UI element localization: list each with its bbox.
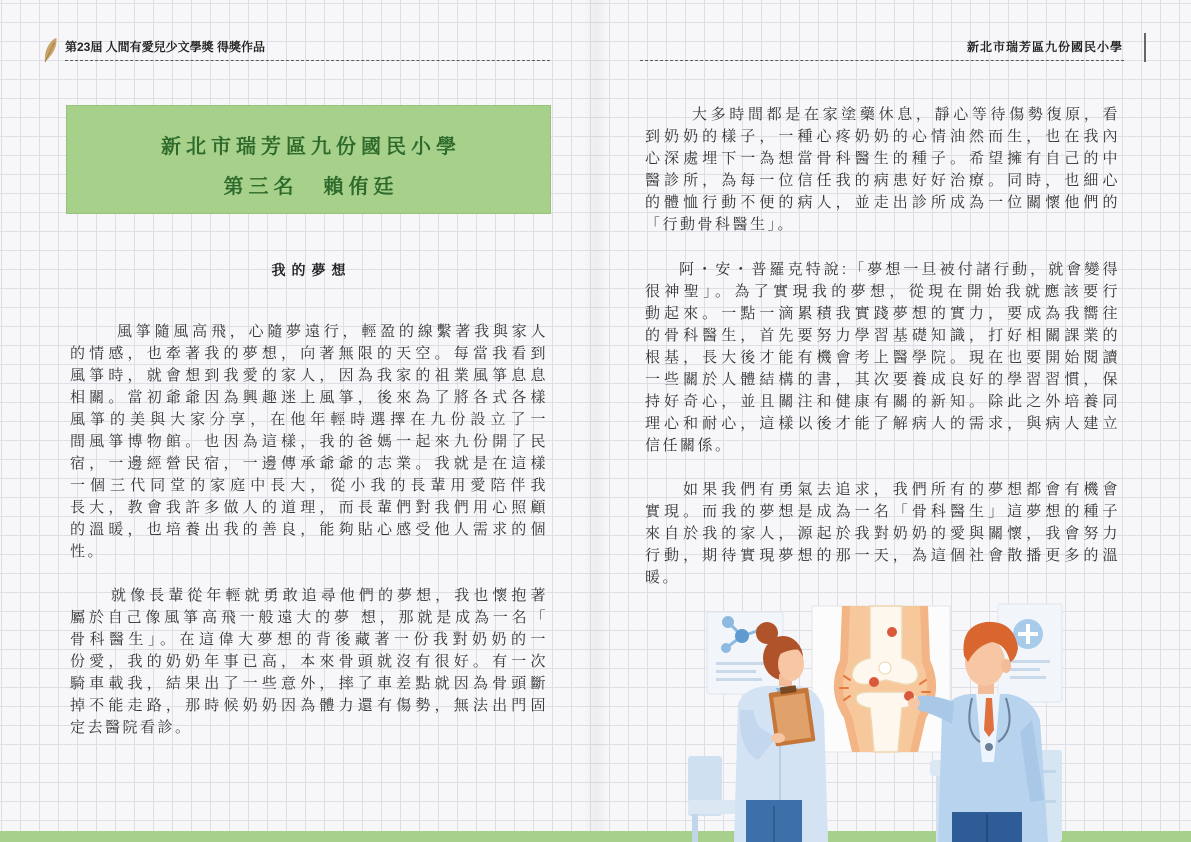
text-line: 的骨科醫生，首先要努力學習基礎知識，打好相關課業的	[645, 327, 1120, 344]
text-line: 風箏的美與大家分享，在他年輕時選擇在九份設立了一	[70, 411, 548, 428]
text-line: 長大，教會我許多做人的道理，而長輩們對我們用心照顧	[70, 499, 548, 516]
text-line: 宿，一邊經營民宿，一邊傳承爺爺的志業。我就是在這樣	[70, 455, 548, 472]
text-line: 定去醫院看診。	[70, 719, 193, 736]
school-name: 新北市瑞芳區九份國民小學	[161, 136, 461, 158]
text-line: 持好奇心，並且關注和健康有關的新知。除此之外培養同	[645, 393, 1120, 410]
left-page	[0, 0, 595, 842]
text-line: 很神聖」。為了實現我的夢想，從現在開始我就應該要行	[645, 283, 1120, 300]
text-line: 理心和耐心，這樣以後才能了解病人的需求，與病人建立	[645, 415, 1120, 432]
text-line: 的溫暖，也培養出我的善良，能夠貼心感受他人需求的個	[70, 521, 548, 538]
text-line: 大多時間都是在家塗藥休息，靜心等待傷勢復原，看	[692, 106, 1120, 123]
text-line: 來自於我的家人，源起於我對奶奶的愛與關懷，我會努力	[645, 525, 1120, 542]
text-line: 骨科醫生」。在這偉大夢想的背後藏著一份我對奶奶的一	[70, 631, 548, 648]
award-author: 第三名 賴侑廷	[223, 176, 399, 198]
paragraph	[70, 585, 548, 739]
text-line: 風箏時，就會想到我愛的家人，因為我家的祖業風箏息息	[70, 367, 548, 384]
pain-point	[869, 677, 879, 687]
text-line: 份愛，我的奶奶年事已高，本來骨頭就沒有很好。有一次	[70, 653, 548, 670]
text-line: 一些關於人體結構的書，其次要養成良好的學習習慣，保	[645, 371, 1120, 388]
text-line: 「行動骨科醫生」。	[645, 216, 796, 233]
text-line: 根基，長大後才能有機會考上醫學院。現在也要開始閱讀	[645, 349, 1120, 366]
text-line: 暖。	[645, 569, 681, 586]
text-line: 的體恤行動不便的病人，並走出診所成為一位關懷他們的	[645, 194, 1120, 211]
text-line: 心深處埋下一為想當骨科醫生的種子。希望擁有自己的中	[645, 150, 1120, 167]
paragraph	[645, 104, 1120, 236]
knee-xray-panel	[812, 606, 950, 752]
text-line: 的情感，也牽著我的夢想，向著無限的天空。每當我看到	[70, 345, 548, 362]
feather-icon	[42, 37, 58, 63]
text-line: 屬於自己像風箏高飛一般遠大的夢 想，那就是成為一名「	[70, 609, 548, 626]
text-line: 信任關係。	[645, 437, 733, 454]
award-banner	[66, 105, 551, 214]
text-line: 性。	[70, 543, 106, 560]
page-edge-marker	[1144, 33, 1146, 62]
right-page	[596, 0, 1191, 842]
text-line: 間風箏博物館。也因為這樣，我的爸媽一起來九份開了民	[70, 433, 548, 450]
running-header: 新北市瑞芳區九份國民小學	[966, 40, 1123, 54]
running-header: 第23屆 人間有愛兒少文學獎 得獎作品	[65, 40, 266, 54]
text-line: 醫診所，為每一位信任我的病患好好治療。同時，也細心	[645, 172, 1120, 189]
text-line: 實現。而我的夢想是成為一名「骨科醫生」這夢想的種子	[645, 503, 1120, 520]
text-line: 如果我們有勇氣去追求，我們所有的夢想都會有機會	[683, 481, 1120, 498]
essay-title: 我的夢想	[271, 262, 352, 278]
paragraph	[645, 259, 1120, 457]
text-line: 風箏隨風高飛，心隨夢遠行，輕盈的線繫著我與家人	[117, 323, 548, 340]
header-divider	[640, 60, 1124, 61]
pain-point	[887, 627, 897, 637]
orthopedic-doctors-illustration	[680, 600, 1070, 842]
text-line: 行動，期待實現夢想的那一天，為這個社會散播更多的溫	[645, 547, 1120, 564]
text-line: 動起來。一點一滴累積我實踐夢想的實力，要成為我嚮往	[645, 305, 1120, 322]
text-line: 到奶奶的樣子，一種心疼奶奶的心情油然而生，也在我內	[645, 128, 1120, 145]
text-line: 一個三代同堂的家庭中長大，從小我的長輩用愛陪伴我	[70, 477, 548, 494]
text-line: 掉不能走路，那時候奶奶因為體力還有傷勢，無法出門固	[70, 697, 548, 714]
text-line: 阿・安・普羅克特說:「夢想一旦被付諸行動，就會變得	[679, 261, 1120, 278]
text-line: 騎車載我，結果出了一些意外，摔了車差點就因為骨頭斷	[70, 675, 548, 692]
text-line: 就像長輩從年輕就勇敢追尋他們的夢想，我也懷抱著	[111, 587, 548, 604]
header-divider	[65, 60, 550, 61]
paragraph	[645, 479, 1120, 589]
paragraph	[70, 321, 548, 563]
text-line: 相關。當初爺爺因為興趣迷上風箏，後來為了將各式各樣	[70, 389, 548, 406]
